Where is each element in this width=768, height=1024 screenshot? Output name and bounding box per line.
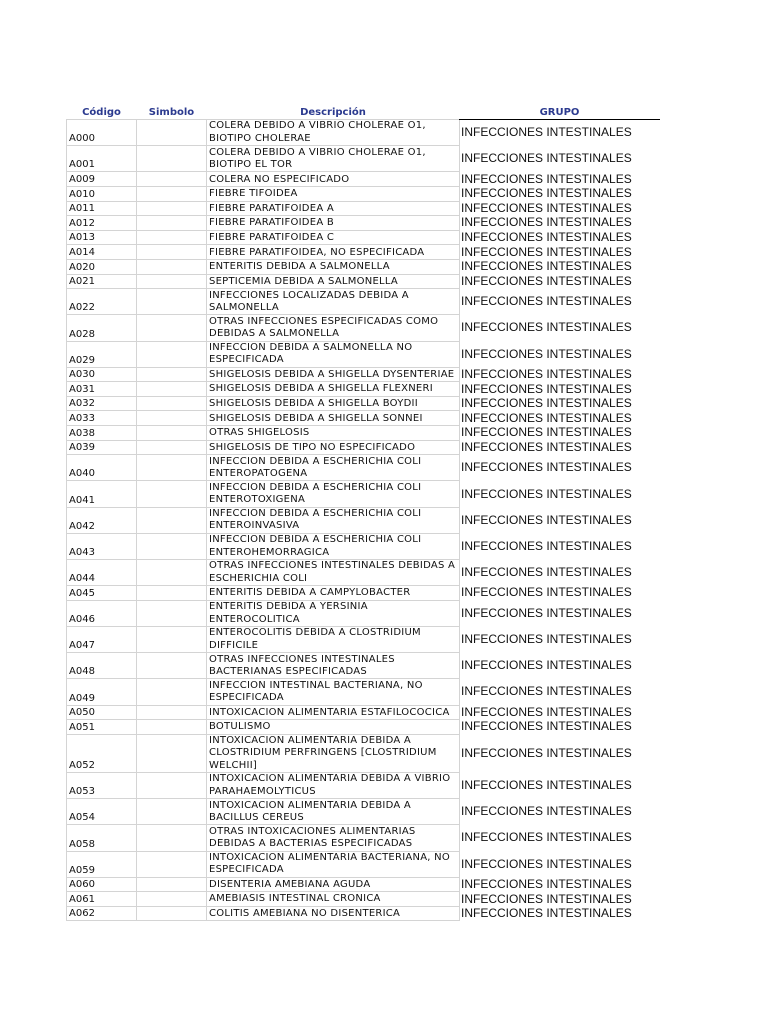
descripcion-line: FIEBRE PARATIFOIDEA B: [209, 217, 334, 229]
descripcion-line: FIEBRE PARATIFOIDEA C: [209, 231, 335, 243]
descripcion-line: SEPTICEMIA DEBIDA A SALMONELLA: [209, 275, 398, 287]
codigo-cell: A040: [67, 455, 137, 481]
codigo-cell: A047: [67, 626, 137, 652]
codigo-cell: A030: [67, 367, 137, 382]
simbolo-cell: [137, 245, 207, 260]
codigo-cell: A041: [67, 481, 137, 507]
simbolo-cell: [137, 120, 207, 146]
descripcion-cell: [207, 560, 460, 586]
grupo-cell: INFECCIONES INTESTINALES: [461, 186, 632, 201]
descripcion-cell: [207, 146, 460, 172]
grupo-cell: INFECCIONES INTESTINALES: [461, 171, 632, 186]
simbolo-cell: [137, 799, 207, 825]
grupo-cell: INFECCIONES INTESTINALES: [461, 906, 632, 921]
codigo-cell: A000: [67, 120, 137, 146]
descripcion-line: DIFFICILE: [209, 639, 259, 651]
descripcion-line: COLITIS AMEBIANA NO DISENTERICA: [209, 908, 401, 920]
codigo-cell: A059: [67, 851, 137, 877]
descripcion-line: BIOTIPO EL TOR: [209, 158, 293, 170]
descripcion-line: BOTULISMO: [209, 721, 271, 733]
descripcion-line: INTOXICACION ALIMENTARIA DEBIDA A VIBRIO: [209, 773, 451, 785]
descripcion-cell: [207, 120, 460, 146]
table-row: [67, 426, 660, 441]
descripcion-cell: [207, 341, 460, 367]
codigo-cell: A053: [67, 772, 137, 798]
codigo-cell: A014: [67, 245, 137, 260]
descripcion-cell: [207, 734, 460, 772]
grupo-cell: INFECCIONES INTESTINALES: [461, 856, 632, 871]
descripcion-line: DISENTERIA AMEBIANA AGUDA: [209, 878, 371, 890]
codigo-cell: A060: [67, 877, 137, 892]
codigo-cell: A028: [67, 315, 137, 341]
table-row: [67, 626, 660, 652]
table-row: [67, 245, 660, 260]
table-row: [67, 906, 660, 921]
table-row: [67, 734, 660, 772]
descripcion-line: PARAHAEMOLYTICUS: [209, 785, 316, 797]
descripcion-line: COLERA DEBIDO A VIBRIO CHOLERAE O1,: [209, 120, 426, 132]
descripcion-line: ENTEROHEMORRAGICA: [209, 546, 330, 558]
simbolo-cell: [137, 560, 207, 586]
table-row: [67, 367, 660, 382]
descripcion-line: ESPECIFICADA: [209, 354, 284, 366]
simbolo-cell: [137, 172, 207, 187]
descripcion-line: INFECCIONES LOCALIZADAS DEBIDA A: [209, 289, 409, 301]
table-row: [67, 507, 660, 533]
codigo-cell: A013: [67, 230, 137, 245]
table-row: [67, 455, 660, 481]
descripcion-cell: [207, 289, 460, 315]
descripcion-line: ENTEROINVASIVA: [209, 520, 300, 532]
codigo-cell: A050: [67, 705, 137, 720]
table-row: [67, 341, 660, 367]
descripcion-cell: [207, 799, 460, 825]
descripcion-cell: [207, 411, 460, 426]
simbolo-cell: [137, 679, 207, 705]
table-row: [67, 230, 660, 245]
simbolo-cell: [137, 201, 207, 216]
grupo-cell: INFECCIONES INTESTINALES: [461, 486, 632, 501]
descripcion-line: BACILLUS CEREUS: [209, 811, 304, 823]
table-row: [67, 440, 660, 455]
descripcion-cell: [207, 877, 460, 892]
table-row: [67, 289, 660, 315]
grupo-cell: INFECCIONES INTESTINALES: [461, 684, 632, 699]
descripcion-cell: [207, 367, 460, 382]
simbolo-cell: [137, 705, 207, 720]
table-row: [67, 411, 660, 426]
grupo-cell: INFECCIONES INTESTINALES: [461, 151, 632, 166]
simbolo-cell: [137, 586, 207, 601]
grupo-cell: INFECCIONES INTESTINALES: [461, 830, 632, 845]
descripcion-line: SHIGELOSIS DEBIDA A SHIGELLA SONNEI: [209, 412, 423, 424]
simbolo-cell: [137, 396, 207, 411]
codigo-cell: A062: [67, 906, 137, 921]
descripcion-line: INFECCION DEBIDA A ESCHERICHIA COLI: [209, 508, 422, 519]
header-grupo: GRUPO: [460, 104, 660, 120]
descripcion-cell: [207, 825, 460, 851]
simbolo-cell: [137, 653, 207, 679]
descripcion-line: SHIGELOSIS DEBIDA A SHIGELLA FLEXNERI: [209, 383, 433, 395]
table-row: [67, 120, 660, 146]
descripcion-line: CLOSTRIDIUM PERFRINGENS [CLOSTRIDIUM: [209, 747, 437, 759]
simbolo-cell: [137, 877, 207, 892]
codigo-cell: A049: [67, 679, 137, 705]
descripcion-line: ENTERITIS DEBIDA A SALMONELLA: [209, 261, 390, 273]
descripcion-line: ENTERITIS DEBIDA A CAMPYLOBACTER: [209, 587, 411, 599]
descripcion-line: FIEBRE PARATIFOIDEA, NO ESPECIFICADA: [209, 246, 425, 258]
simbolo-cell: [137, 440, 207, 455]
simbolo-cell: [137, 146, 207, 172]
simbolo-cell: [137, 411, 207, 426]
descripcion-line: DEBIDAS A SALMONELLA: [209, 328, 340, 340]
codigo-cell: A031: [67, 382, 137, 397]
descripcion-cell: [207, 259, 460, 274]
descripcion-line: INTOXICACION ALIMENTARIA DEBIDA A: [209, 734, 412, 746]
descripcion-cell: [207, 720, 460, 735]
simbolo-cell: [137, 507, 207, 533]
grupo-cell: INFECCIONES INTESTINALES: [461, 294, 632, 309]
codigo-cell: A061: [67, 892, 137, 907]
descripcion-cell: [207, 245, 460, 260]
simbolo-cell: [137, 315, 207, 341]
table-row: [67, 481, 660, 507]
grupo-cell: INFECCIONES INTESTINALES: [461, 565, 632, 580]
grupo-cell: INFECCIONES INTESTINALES: [461, 320, 632, 335]
descripcion-line: INFECCIÓN DEBIDA A SALMONELLA NO: [209, 341, 413, 353]
codigo-cell: A046: [67, 600, 137, 626]
descripcion-cell: [207, 186, 460, 201]
codigo-cell: A058: [67, 825, 137, 851]
descripcion-cell: [207, 772, 460, 798]
descripcion-cell: [207, 201, 460, 216]
simbolo-cell: [137, 481, 207, 507]
grupo-cell: INFECCIONES INTESTINALES: [461, 719, 632, 734]
descripcion-cell: [207, 906, 460, 921]
table-row: [67, 772, 660, 798]
codigo-cell: A042: [67, 507, 137, 533]
codigo-cell: A038: [67, 426, 137, 441]
descripcion-line: INFECCION DEBIDA A ESCHERICHIA COLI: [209, 455, 422, 467]
descripcion-cell: [207, 533, 460, 559]
codigo-cell: A011: [67, 201, 137, 216]
descripcion-cell: [207, 653, 460, 679]
descripcion-line: INFECCION DEBIDA A ESCHERICHIA COLI: [209, 534, 422, 546]
codigo-cell: A054: [67, 799, 137, 825]
simbolo-cell: [137, 720, 207, 735]
descripcion-line: INFECCION DEBIDA A ESCHERICHIA COLI: [209, 481, 422, 493]
table-row: [67, 851, 660, 877]
descripcion-line: OTRAS INFECCIONES INTESTINALES: [209, 653, 395, 665]
grupo-cell: INFECCIONES INTESTINALES: [461, 704, 632, 719]
descripcion-line: INTOXICACION ALIMENTARIA DEBIDA A: [209, 799, 412, 811]
descripcion-line: DEBIDAS A BACTERIAS ESPECIFICADAS: [209, 838, 413, 850]
grupo-cell: INFECCIONES INTESTINALES: [461, 605, 632, 620]
descripcion-line: COLERA NO ESPECIFICADO: [209, 173, 350, 185]
grupo-cell: INFECCIONES INTESTINALES: [461, 439, 632, 454]
codigo-cell: A033: [67, 411, 137, 426]
simbolo-cell: [137, 772, 207, 798]
table-row: [67, 172, 660, 187]
descripcion-line: SHIGELOSIS DE TIPO NO ESPECIFICADO: [209, 441, 416, 453]
simbolo-cell: [137, 274, 207, 289]
descripcion-cell: [207, 440, 460, 455]
codigo-cell: A044: [67, 560, 137, 586]
codigo-cell: A022: [67, 289, 137, 315]
descripcion-cell: [207, 481, 460, 507]
descripcion-cell: [207, 851, 460, 877]
descripcion-cell: [207, 230, 460, 245]
simbolo-cell: [137, 533, 207, 559]
simbolo-cell: [137, 186, 207, 201]
descripcion-line: ENTEROPATOGENA: [209, 468, 308, 480]
grupo-cell: INFECCIONES INTESTINALES: [461, 778, 632, 793]
grupo-cell: INFECCIONES INTESTINALES: [461, 244, 632, 259]
descripcion-cell: [207, 705, 460, 720]
descripcion-line: SHIGELOSIS DEBIDA A SHIGELLA BOYDII: [209, 398, 418, 410]
descripcion-cell: [207, 315, 460, 341]
grupo-cell: INFECCIONES INTESTINALES: [461, 410, 632, 425]
table-row: [67, 600, 660, 626]
codigo-cell: A029: [67, 341, 137, 367]
descripcion-line: OTRAS SHIGELOSIS: [209, 427, 310, 439]
grupo-cell: INFECCIONES INTESTINALES: [461, 658, 632, 673]
codigo-cell: A020: [67, 259, 137, 274]
descripcion-cell: [207, 507, 460, 533]
simbolo-cell: [137, 626, 207, 652]
descripcion-cell: [207, 172, 460, 187]
codigo-cell: A045: [67, 586, 137, 601]
grupo-cell: INFECCIONES INTESTINALES: [461, 876, 632, 891]
table-row: [67, 315, 660, 341]
table-row: [67, 533, 660, 559]
codigo-cell: A012: [67, 216, 137, 231]
descripcion-cell: [207, 586, 460, 601]
table-row: [67, 720, 660, 735]
descripcion-line: SALMONELLA: [209, 301, 279, 313]
descripcion-line: OTRAS INFECCIONES ESPECIFICADAS COMO: [209, 315, 439, 327]
table-row: [67, 679, 660, 705]
simbolo-cell: [137, 892, 207, 907]
simbolo-cell: [137, 341, 207, 367]
simbolo-cell: [137, 259, 207, 274]
table-row: [67, 216, 660, 231]
grupo-cell: INFECCIONES INTESTINALES: [461, 460, 632, 475]
descripcion-line: ESPECIFICADA: [209, 692, 284, 704]
descripcion-cell: [207, 679, 460, 705]
table-row: [67, 560, 660, 586]
codigo-cell: A043: [67, 533, 137, 559]
descripcion-line: SHIGELOSIS DEBIDA A SHIGELLA DYSENTERIAE: [209, 368, 455, 380]
grupo-cell: INFECCIONES INTESTINALES: [461, 230, 632, 245]
descripcion-line: ENTEROCOLITICA: [209, 613, 300, 625]
grupo-cell: INFECCIONES INTESTINALES: [461, 585, 632, 600]
grupo-cell: INFECCIONES INTESTINALES: [461, 366, 632, 381]
header-simbolo: Simbolo: [148, 107, 195, 118]
descripcion-cell: [207, 892, 460, 907]
descripcion-cell: [207, 426, 460, 441]
table-row: [67, 799, 660, 825]
table-row: [67, 186, 660, 201]
simbolo-cell: [137, 455, 207, 481]
codigo-cell: A048: [67, 653, 137, 679]
grupo-cell: INFECCIONES INTESTINALES: [461, 804, 632, 819]
grupo-cell: INFECCIONES INTESTINALES: [461, 346, 632, 361]
header-codigo: Código: [82, 107, 121, 118]
grupo-cell: INFECCIONES INTESTINALES: [461, 381, 632, 396]
simbolo-cell: [137, 825, 207, 851]
table-row: [67, 146, 660, 172]
header-descripcion: Descripción: [300, 107, 366, 118]
simbolo-cell: [137, 906, 207, 921]
grupo-cell: INFECCIONES INTESTINALES: [461, 273, 632, 288]
table-row: [67, 825, 660, 851]
grupo-cell: INFECCIONES INTESTINALES: [461, 538, 632, 553]
grupo-cell: INFECCIONES INTESTINALES: [461, 512, 632, 527]
descripcion-line: INTOXICACION ALIMENTARIA BACTERIANA, NO: [209, 851, 451, 863]
descripcion-line: ENTEROTOXIGENA: [209, 494, 306, 506]
grupo-cell: INFECCIONES INTESTINALES: [461, 396, 632, 411]
grupo-cell: INFECCIONES INTESTINALES: [461, 425, 632, 440]
codigo-cell: A021: [67, 274, 137, 289]
descripcion-line: BIOTIPO CHOLERAE: [209, 132, 311, 144]
descripcion-line: FIEBRE PARATIFOIDEA A: [209, 202, 334, 214]
simbolo-cell: [137, 230, 207, 245]
simbolo-cell: [137, 851, 207, 877]
codigo-cell: A051: [67, 720, 137, 735]
descripcion-cell: [207, 274, 460, 289]
simbolo-cell: [137, 367, 207, 382]
grupo-cell: INFECCIONES INTESTINALES: [461, 632, 632, 647]
descripcion-cell: [207, 626, 460, 652]
descripcion-cell: [207, 382, 460, 397]
descripcion-line: ENTEROCOLITIS DEBIDA A CLOSTRIDIUM: [209, 627, 421, 639]
simbolo-cell: [137, 382, 207, 397]
table-header: [67, 104, 660, 120]
descripcion-line: OTRAS INTOXICACIONES ALIMENTARIAS: [209, 825, 416, 837]
icd-code-table: [66, 104, 660, 921]
table-row: [67, 259, 660, 274]
codigo-cell: A001: [67, 146, 137, 172]
descripcion-line: BACTERIANAS ESPECIFICADAS: [209, 665, 367, 677]
codigo-cell: A052: [67, 734, 137, 772]
descripcion-line: FIEBRE TIFOIDEA: [209, 188, 298, 200]
table-row: [67, 382, 660, 397]
grupo-cell: INFECCIONES INTESTINALES: [461, 200, 632, 215]
descripcion-line: COLERA DEBIDO A VIBRIO CHOLERAE O1,: [209, 146, 426, 158]
grupo-cell: INFECCIONES INTESTINALES: [461, 891, 632, 906]
table-row: [67, 274, 660, 289]
table-body: [67, 120, 660, 921]
table-row: [67, 201, 660, 216]
codigo-cell: A032: [67, 396, 137, 411]
table-row: [67, 653, 660, 679]
table-row: [67, 705, 660, 720]
descripcion-cell: [207, 455, 460, 481]
grupo-cell: INFECCIONES INTESTINALES: [461, 259, 632, 274]
simbolo-cell: [137, 289, 207, 315]
descripcion-cell: [207, 396, 460, 411]
codigo-cell: A039: [67, 440, 137, 455]
descripcion-line: OTRAS INFECCIONES INTESTINALES DEBIDAS A: [209, 560, 456, 572]
descripcion-line: WELCHII]: [209, 759, 258, 771]
table-row: [67, 877, 660, 892]
grupo-cell: INFECCIONES INTESTINALES: [461, 125, 632, 140]
simbolo-cell: [137, 426, 207, 441]
descripcion-line: INFECCION INTESTINAL BACTERIANA, NO: [209, 679, 423, 691]
grupo-cell: INFECCIONES INTESTINALES: [461, 745, 632, 760]
descripcion-cell: [207, 600, 460, 626]
descripcion-line: AMEBIASIS INTESTINAL CRONICA: [209, 893, 381, 905]
descripcion-line: ESCHERICHIA COLI: [209, 572, 308, 584]
grupo-cell: INFECCIONES INTESTINALES: [461, 215, 632, 230]
table-row: [67, 396, 660, 411]
descripcion-line: INTOXICACION ALIMENTARIA ESTAFILOCOCICA: [209, 706, 450, 718]
simbolo-cell: [137, 734, 207, 772]
descripcion-line: ESPECIFICADA: [209, 864, 284, 876]
simbolo-cell: [137, 600, 207, 626]
codigo-cell: A009: [67, 172, 137, 187]
descripcion-line: ENTERITIS DEBIDA A YERSINIA: [209, 601, 368, 613]
descripcion-cell: [207, 216, 460, 231]
codigo-cell: A010: [67, 186, 137, 201]
table-row: [67, 586, 660, 601]
simbolo-cell: [137, 216, 207, 231]
table-row: [67, 892, 660, 907]
